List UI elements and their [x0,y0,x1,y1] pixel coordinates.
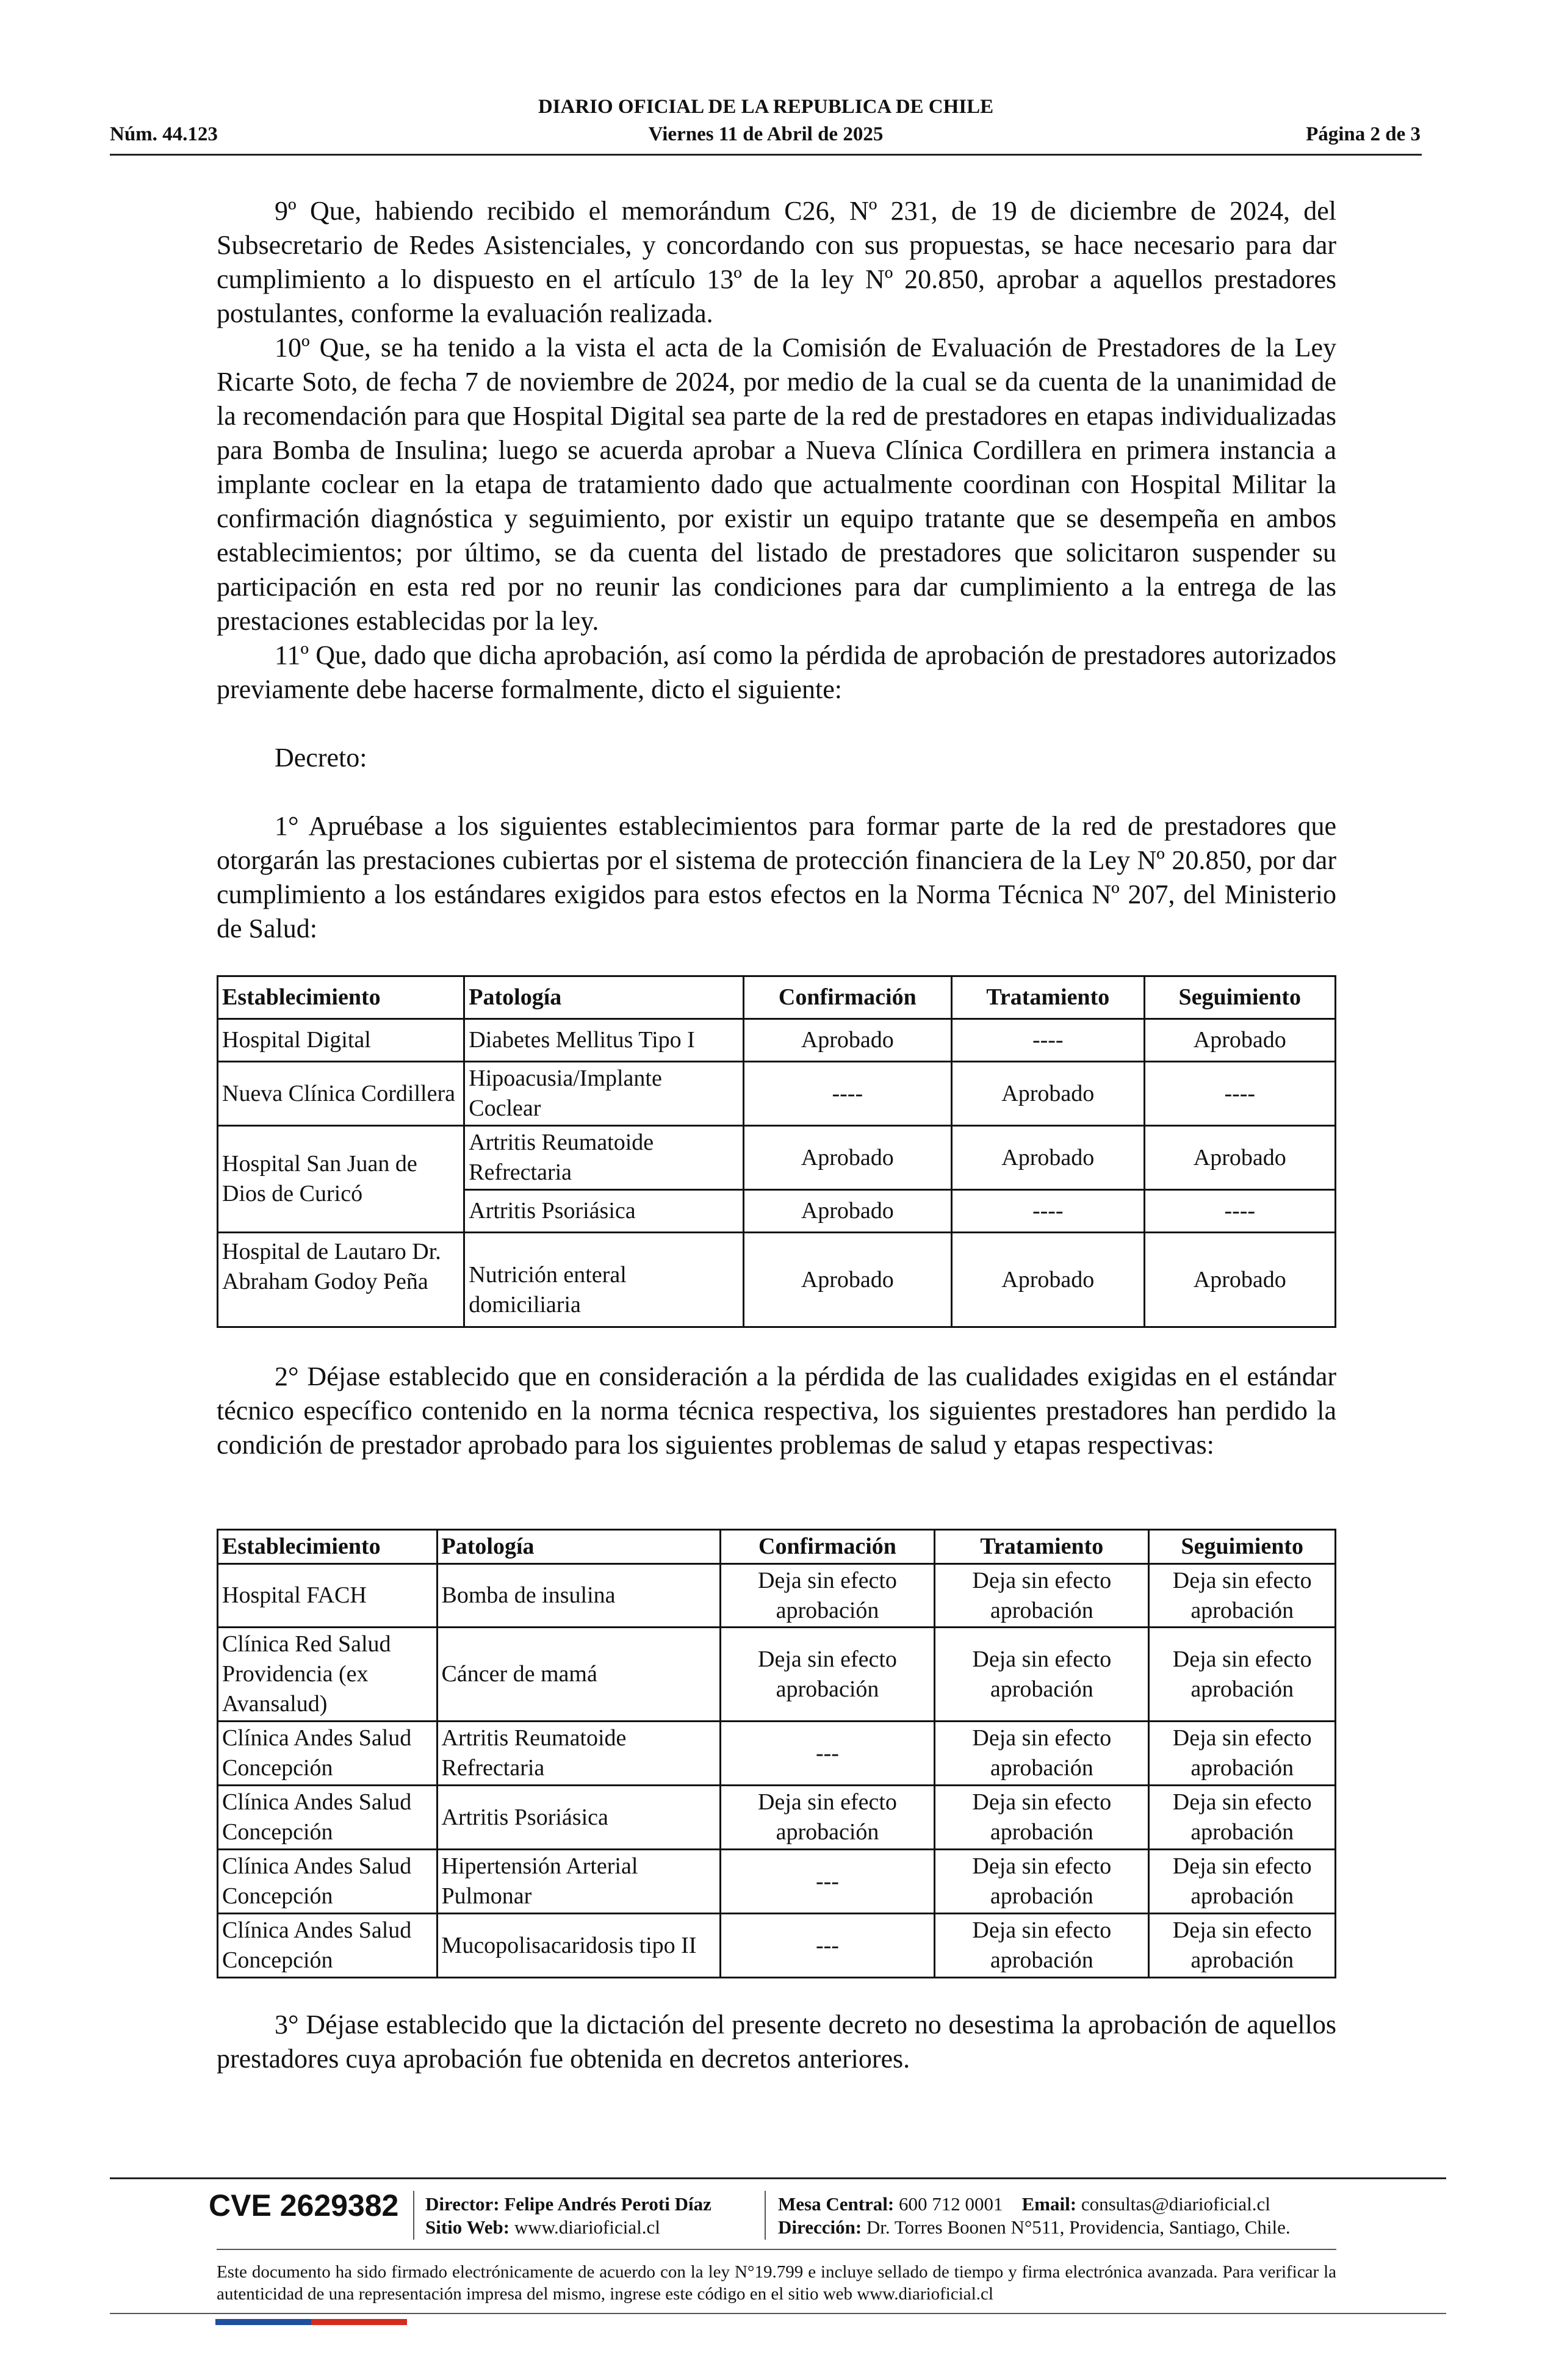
cve-code: CVE 2629382 [209,2188,399,2223]
cell: ---- [743,1062,951,1126]
col-tratamiento: Tratamiento [952,976,1144,1019]
footer-web [425,2216,711,2239]
cell: --- [720,1914,934,1978]
email-label: Email: [1021,2193,1077,2215]
col-confirmacion: Confirmación [743,976,951,1019]
cell: Hipertensión Arterial Pulmonar [437,1850,720,1914]
col-seguimiento: Seguimiento [1149,1530,1336,1564]
cell: Artritis Reumatoide Refrectaria [437,1722,720,1786]
revoked-providers-table [217,1529,1336,1978]
footer-address [778,2216,1291,2239]
cell: Deja sin efecto aprobación [720,1786,934,1850]
table-row [218,1233,1336,1327]
col-establecimiento: Establecimiento [218,1530,438,1564]
page-number: Página 2 de 3 [1306,123,1421,145]
cell: Aprobado [952,1062,1144,1126]
cell: Bomba de insulina [437,1564,720,1628]
paragraph-10: 10º Que, se ha tenido a la vista el acta de la Comisión de Evaluación de Prestadores de la Ley Ricarte Soto, de fecha 7 de noviembre de 2024, por medio de la cual se da cuenta de la unanimidad de la recomendación para que Hospital Digital sea parte de la red de prestadores en etapas individualizadas para Bomba de Insulina; luego se acuerda aprobar a Nueva Clínica Cordillera en primera instancia a implante coclear en la etapa de tratamiento dado que actualmente coordinan con Hospital Militar la confirmación diagnóstica y seguimiento, por existir un equipo tratante que se desempeña en ambos establecimientos; por último, se da cuenta del listado de prestadores que solicitaron suspender su participación en esta red por no reunir las condiciones para dar cumplimiento a la entrega de las prestaciones establecidas por la ley. [217,333,1336,636]
table-row [218,1126,1336,1190]
col-tratamiento: Tratamiento [935,1530,1149,1564]
cell: Clínica Andes Salud Concepción [218,1914,438,1978]
table-row [218,1786,1336,1850]
cell: Hospital Digital [218,1019,464,1062]
article-2: 2° Déjase establecido que en consideración a la pérdida de las cualidades exigidas en el estándar técnico específico contenido en la norma técnica respectiva, los siguientes prestadores han perdido la condición de prestador aprobado para los siguientes problemas de salud y etapas respectivas: [217,1361,1336,1460]
table-row [218,1628,1336,1722]
email-value[interactable]: consultas@diarioficial.cl [1081,2193,1270,2215]
table-header-row [218,976,1336,1019]
director-name: Felipe Andrés Peroti Díaz [504,2193,711,2215]
approved-providers-table [217,975,1336,1328]
footer-director-block [425,2193,711,2239]
cell: Deja sin efecto aprobación [720,1628,934,1722]
cell: Hospital de Lautaro Dr. Abraham Godoy Peña [218,1233,464,1327]
footer-mesa [778,2193,1291,2216]
table-row [218,1850,1336,1914]
cell: ---- [1144,1190,1336,1233]
cell: Hipoacusia/Implante Coclear [464,1062,743,1126]
col-patologia: Patología [464,976,743,1019]
paragraph-11: 11º Que, dado que dicha aprobación, así como la pérdida de aprobación de prestadores autorizados previamente debe hacerse formalmente, dicto el siguiente: [217,640,1336,704]
cell: Clínica Andes Salud Concepción [218,1722,438,1786]
col-patologia: Patología [437,1530,720,1564]
footer-separator [413,2191,414,2240]
article-1: 1° Apruébase a los siguientes establecimientos para formar parte de la red de prestadores que otorgarán las prestaciones cubiertas por el sistema de protección financiera de la Ley Nº 20.850, por dar cumplimiento a los estándares exigidos para estos efectos en la Norma Técnica Nº 207, del Ministerio de Salud: [217,811,1336,943]
cell: Deja sin efecto aprobación [1149,1722,1336,1786]
cell: --- [720,1722,934,1786]
cell: ---- [1144,1062,1336,1126]
address-value: Dr. Torres Boonen N°511, Providencia, Santiago, Chile. [866,2216,1291,2238]
cell: Aprobado [1144,1019,1336,1062]
table-row [218,1062,1336,1126]
mesa-label: Mesa Central: [778,2193,895,2215]
cell: Mucopolisacaridosis tipo II [437,1914,720,1978]
issue-number: Núm. 44.123 [110,123,218,145]
cell: Deja sin efecto aprobación [1149,1628,1336,1722]
cell: Deja sin efecto aprobación [935,1628,1149,1722]
header-divider [110,154,1422,156]
cell: Aprobado [743,1190,951,1233]
cell: Clínica Red Salud Providencia (ex Avansalud) [218,1628,438,1722]
cell: Deja sin efecto aprobación [935,1914,1149,1978]
cell: Deja sin efecto aprobación [1149,1786,1336,1850]
cell: Deja sin efecto aprobación [935,1850,1149,1914]
cell: Clínica Andes Salud Concepción [218,1850,438,1914]
cell: Deja sin efecto aprobación [1149,1914,1336,1978]
web-label: Sitio Web: [425,2216,510,2238]
table-row [218,1914,1336,1978]
cell: Artritis Psoriásica [464,1190,743,1233]
decreto-heading: Decreto: [275,743,367,773]
publication-title: DIARIO OFICIAL DE LA REPUBLICA DE CHILE [538,96,994,118]
cell: Nueva Clínica Cordillera [218,1062,464,1126]
footer-divider-bottom [110,2313,1446,2314]
col-seguimiento: Seguimiento [1144,976,1336,1019]
cell: Hospital FACH [218,1564,438,1628]
footer-divider-middle [217,2249,1336,2250]
col-establecimiento: Establecimiento [218,976,464,1019]
director-label: Director: [425,2193,500,2215]
article-2-block [217,1360,1336,1462]
issue-date: Viernes 11 de Abril de 2025 [648,123,884,145]
cell: Deja sin efecto aprobación [720,1564,934,1628]
cell: Aprobado [952,1126,1144,1190]
cell: Deja sin efecto aprobación [1149,1850,1336,1914]
considerandos [217,194,1336,946]
mesa-value: 600 712 0001 [899,2193,1003,2215]
article-3-block [217,2008,1336,2076]
cell: Deja sin efecto aprobación [1149,1564,1336,1628]
cell: Aprobado [1144,1126,1336,1190]
cell: Cáncer de mamá [437,1628,720,1722]
cell: Aprobado [952,1233,1144,1327]
cell: Hospital San Juan de Dios de Curicó [218,1126,464,1233]
table-row [218,1564,1336,1628]
cell: --- [720,1850,934,1914]
cell: Clínica Andes Salud Concepción [218,1786,438,1850]
footer-separator [765,2191,766,2240]
footer-director [425,2193,711,2216]
cell: ---- [952,1190,1144,1233]
table-row [218,1019,1336,1062]
flag-stripe-red [311,2319,407,2325]
cell: Aprobado [1144,1233,1336,1327]
col-confirmacion: Confirmación [720,1530,934,1564]
web-value[interactable]: www.diarioficial.cl [514,2216,660,2238]
cell: Diabetes Mellitus Tipo I [464,1019,743,1062]
table-header-row [218,1530,1336,1564]
paragraph-9: 9º Que, habiendo recibido el memorándum C26, Nº 231, de 19 de diciembre de 2024, del Subsecretario de Redes Asistenciales, y concordando con sus propuestas, se hace necesario para dar cumplimiento a lo dispuesto en el artículo 13º de la ley Nº 20.850, aprobar a aquellos prestadores postulantes, conforme la evaluación realizada. [217,196,1336,328]
cell: Deja sin efecto aprobación [935,1564,1149,1628]
footer-contact-block [778,2193,1291,2239]
cell: Aprobado [743,1019,951,1062]
cell: Nutrición enteral domiciliaria [464,1233,743,1327]
cell: Artritis Psoriásica [437,1786,720,1850]
article-3: 3° Déjase establecido que la dictación del presente decreto no desestima la aprobación de aquellos prestadores cuya aprobación fue obtenida en decretos anteriores. [217,2010,1336,2074]
flag-stripe-blue [215,2319,311,2325]
cell: Deja sin efecto aprobación [935,1722,1149,1786]
cell: Artritis Reumatoide Refrectaria [464,1126,743,1190]
cell: Deja sin efecto aprobación [935,1786,1149,1850]
legal-notice: Este documento ha sido firmado electrónicamente de acuerdo con la ley N°19.799 e incluye sellado de tiempo y firma electrónica avanzada. Para verificar la autenticidad de una representación impresa del mismo, ingrese este código en el sitio web www.diarioficial.cl [217,2262,1336,2304]
cell: Aprobado [743,1233,951,1327]
table-row [218,1722,1336,1786]
cell: Aprobado [743,1126,951,1190]
footer-divider-top [110,2177,1446,2179]
cell: ---- [952,1019,1144,1062]
address-label: Dirección: [778,2216,862,2238]
